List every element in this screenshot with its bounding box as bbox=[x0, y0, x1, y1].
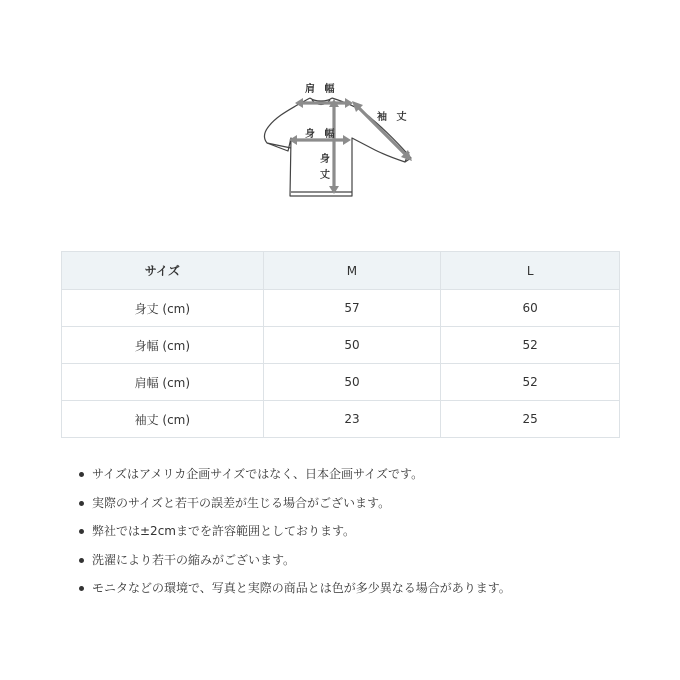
bullet-icon bbox=[79, 558, 84, 563]
row-label: 身丈 (cm) bbox=[62, 290, 264, 327]
table-row bbox=[62, 401, 620, 438]
size-table-body bbox=[62, 290, 620, 438]
header-size: サイズ bbox=[62, 252, 264, 290]
label-body-length-1: 身 bbox=[320, 154, 333, 165]
table-row bbox=[62, 290, 620, 327]
table-row bbox=[62, 364, 620, 401]
cell-l: 52 bbox=[441, 364, 620, 401]
shirt-diagram-svg bbox=[255, 76, 425, 204]
notes-list bbox=[72, 460, 511, 603]
measurement-diagram bbox=[255, 76, 425, 204]
note-text: 実際のサイズと若干の誤差が生じる場合がございます。 bbox=[92, 495, 391, 510]
cell-m: 50 bbox=[263, 327, 441, 364]
label-chest-width: 身 幅 bbox=[305, 129, 338, 140]
cell-l: 52 bbox=[441, 327, 620, 364]
row-label: 肩幅 (cm) bbox=[62, 364, 264, 401]
bullet-icon bbox=[79, 501, 84, 506]
list-item bbox=[72, 574, 511, 603]
size-table bbox=[61, 251, 620, 438]
chest-arrow-head-right bbox=[343, 135, 351, 145]
bullet-icon bbox=[79, 472, 84, 477]
cell-m: 50 bbox=[263, 364, 441, 401]
note-text: 弊社では±2cmまでを許容範囲としております。 bbox=[92, 524, 356, 538]
table-row bbox=[62, 327, 620, 364]
list-item bbox=[72, 517, 511, 546]
cell-l: 25 bbox=[441, 401, 620, 438]
length-arrow-head-bottom bbox=[329, 186, 339, 194]
label-shoulder-width: 肩 幅 bbox=[305, 84, 338, 95]
label-sleeve-length: 袖 丈 bbox=[377, 112, 410, 123]
note-text: サイズはアメリカ企画サイズではなく、日本企画サイズです。 bbox=[92, 467, 424, 481]
cell-m: 23 bbox=[263, 401, 441, 438]
note-text: 洗濯により若干の縮みがございます。 bbox=[92, 552, 296, 567]
header-l: L bbox=[441, 252, 620, 290]
label-body-length-2: 丈 bbox=[320, 170, 333, 181]
note-text: モニタなどの環境で、写真と実際の商品とは色が多少異なる場合があります。 bbox=[92, 581, 511, 595]
shoulder-arrow-head-left bbox=[295, 98, 303, 108]
list-item bbox=[72, 460, 511, 489]
shoulder-arrow-head-right bbox=[345, 98, 353, 108]
header-m: M bbox=[263, 252, 441, 290]
size-table-header bbox=[62, 252, 620, 290]
row-label: 袖丈 (cm) bbox=[62, 401, 264, 438]
cell-l: 60 bbox=[441, 290, 620, 327]
row-label: 身幅 (cm) bbox=[62, 327, 264, 364]
header-row bbox=[62, 252, 620, 290]
bullet-icon bbox=[79, 586, 84, 591]
bullet-icon bbox=[79, 529, 84, 534]
list-item bbox=[72, 489, 511, 518]
cell-m: 57 bbox=[263, 290, 441, 327]
list-item bbox=[72, 546, 511, 575]
